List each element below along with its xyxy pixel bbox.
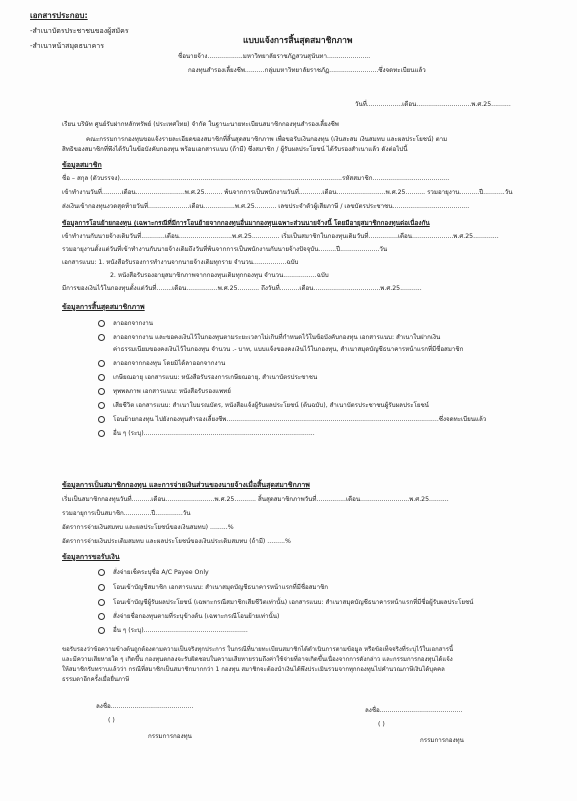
termination-option-radio[interactable]	[98, 374, 105, 381]
contribution-line: อัตราการจ่ายเงินสมทบ และผลประโยชน์ของเงินสมทบ) .........%	[62, 524, 234, 531]
member-name-line: ชื่อ – สกุล (ตัวบรรจง).................................................................................................................รหัสสมาชิก.......................................	[62, 175, 450, 182]
payment-option-label: โอนเข้าบัญชีผู้รับผลประโยชน์ (เฉพาะกรณีสมาชิกเสียชีวิตเท่านั้น) เอกสารแนบ: สำเนาสมุดบัญชีธนาคารหน้าแรกที่มีชื่อผู้รับผลประโยชน์	[113, 599, 474, 606]
termination-heading: ข้อมูลการสิ้นสุดสมาชิกภาพ	[62, 303, 145, 311]
transfer-line: 2. หนังสือรับรองอายุสมาชิกภาพจากกองทุนเดิมทุกกองทุน จำนวน.................ฉบับ	[110, 272, 329, 279]
transfer-line: รวมอายุงานตั้งแต่วันที่เข้าทำงานกับนายจ้างเดิมถึงวันที่พ้นจากการเป็นพนักงานกับนายจ้างปัจจุบัน.........ปี....................วัน	[62, 246, 388, 253]
signature-name-parens: ( )	[378, 721, 385, 728]
certification-text: ให้สมาชิกรับทราบแล้วว่า กรณีที่สมาชิกเป็นสมาชิกมากกว่า 1 กองทุน สมาชิกจะต้องนำเงินได้พึงประเมินรวมจากทุกกองทุนไปคำนวณภาษีเงินได้บุคคล	[62, 666, 445, 673]
form-title: แบบแจ้งการสิ้นสุดสมาชิกภาพ	[243, 36, 353, 46]
addressee: เรียน บริษัท ศูนย์รับฝากหลักทรัพย์ (ประเทศไทย) จำกัด ในฐานะนายทะเบียนสมาชิกกองทุนสำรองเลี้ยงชีพ	[62, 121, 339, 128]
certification-text: ขอรับรองว่าข้อความข้างต้นถูกต้องตามความเป็นจริงทุกประการ ในกรณีที่นายทะเบียนสมาชิกได้ดำเนินการตามข้อมูล หรือข้อเท็จจริงที่ระบุไว้ในเอกสารนี้	[62, 646, 454, 653]
certification-text: และมีความเสียหายใด ๆ เกิดขึ้น กองทุนตกลงจะรับผิดชอบในความเสียหายรวมถึงค่าใช้จ่ายที่อาจเกิดขึ้นเนื่องจากการดังกล่าว และกรรมการกองทุนได้แจ้ง	[62, 656, 453, 663]
transfer-line: เข้าทำงานกับนายจ้างเดิมวันที่............เดือน...........................พ.ศ.25.............. เริ่มเป็นสมาชิกในกองทุนเดิมวันที่...............เดือน.....................พ.ศ.25.............	[62, 233, 499, 240]
contribution-line: เริ่มเป็นสมาชิกกองทุนวันที่..........เดือน.........................พ.ศ.25........... สิ้นสุดสมาชิกภาพวันที่...............เดือน.........................พ.ศ.25..........	[62, 496, 449, 503]
termination-option-label: เสียชีวิต เอกสารแนบ: สำเนาใบมรณบัตร, หนังสือแจ้งผู้รับผลประโยชน์ (ต้นฉบับ), สำเนาบัตรประชาชนผู้รับผลประโยชน์	[113, 402, 429, 409]
intro-text: สิทธิของสมาชิกที่พึงได้รับในข้อบังคับกองทุน พร้อมเอกสารแนบ (ถ้ามี) ซึ่งสมาชิก / ผู้รับผลประโยชน์ ได้รับรองสำเนาแล้ว ดังต่อไปนี้	[62, 146, 408, 153]
termination-option-radio[interactable]	[98, 402, 105, 409]
contribution-line: อัตราการจ่ายเงินประเดิมสมทบ และผลประโยชน์ของเงินประเดิมสมทบ (ถ้ามี) .........%	[62, 538, 291, 545]
payment-option-radio[interactable]	[98, 569, 105, 576]
payment-option-radio[interactable]	[98, 613, 105, 620]
termination-option-radio[interactable]	[98, 334, 105, 341]
member-last-payment-line: ส่งเงินเข้ากองทุนงวดสุดท้ายวันที่.....................เดือน................พ.ศ.25........... เลขประจำตัวผู้เสียภาษี / เลขบัตรประชาชน.......................................	[62, 203, 470, 210]
signature-role: กรรมการกองทุน	[148, 733, 192, 740]
payment-option-radio[interactable]	[98, 627, 105, 634]
fund-line: กองทุนสำรองเลี้ยงชีพ..........กลุ่มมหาวิทยาลัยราชภัฏ.........................ซึ่งจดทะเบียนแล้ว	[188, 67, 426, 74]
contribution-heading: ข้อมูลการเป็นสมาชิกกองทุน และการจ่ายเงินส่วนของนายจ้างเมื่อสิ้นสุดสมาชิกภาพ	[62, 481, 310, 489]
date-line: วันที่..................เดือน............................พ.ศ.25..........	[355, 101, 511, 108]
transfer-line: มีการของเงินไว้ในกองทุนตั้งแต่วันที่........เดือน................พ.ศ.25........... ถึงวันที่..........เดือน..................................พ.ศ.25...........	[62, 285, 422, 292]
termination-option-label: เกษียณอายุ เอกสารแนบ: หนังสือรับรองการเกษียณอายุ, สำเนาบัตรประชาชน	[113, 374, 318, 381]
termination-option-label: ลาออกจากงาน และขอคงเงินไว้ในกองทุนตามระยะเวลาไม่เกินที่กำหนดไว้ในข้อบังคับกองทุน เอกสารแนบ: สำเนาใบฝากเงิน	[113, 334, 441, 341]
termination-option-label: ลาออกจากงาน	[113, 320, 154, 327]
signature-line[interactable]: ลงชื่อ..........................................	[365, 707, 463, 714]
intro-text: คณะกรรมการกองทุนขอแจ้งรายละเอียดของสมาชิกที่สิ้นสุดสมาชิกภาพ เพื่อขอรับเงินกองทุน (เงินสะสม เงินสมทบ และผลประโยชน์) ตาม	[86, 136, 448, 143]
attachment-item: -สำเนาหน้าสมุดธนาคาร	[30, 42, 104, 50]
termination-option-radio[interactable]	[98, 430, 105, 437]
transfer-line: เอกสารแนบ: 1. หนังสือรับรองการทำงานจากนายจ้างเดิมทุกราย จำนวน.................ฉบับ	[62, 259, 299, 266]
signature-role: กรรมการกองทุน	[420, 737, 464, 744]
payment-option-radio[interactable]	[98, 599, 105, 606]
transfer-heading: ข้อมูลการโอนย้ายกองทุน (เฉพาะกรณีที่มีการโอนย้ายจากกองทุนอื่นมากองทุนเฉพาะส่วนนายจ้างนี้ โดยมีอายุสมาชิกกองทุนต่อเนื่องกัน	[62, 219, 430, 227]
termination-option-radio[interactable]	[98, 388, 105, 395]
signature-line[interactable]: ลงชื่อ..........................................	[96, 703, 194, 710]
signature-name-parens: ( )	[108, 717, 115, 724]
payment-option-label: สั่งจ่ายชื่อกองทุนตามที่ระบุข้างต้น (เฉพาะกรณีโอนย้ายเท่านั้น)	[113, 613, 280, 620]
member-info-heading: ข้อมูลสมาชิก	[62, 161, 102, 169]
attachments-heading: เอกสารประกอบ:	[30, 11, 88, 20]
attachment-item: -สำเนาบัตรประชาชนของผู้สมัคร	[30, 27, 129, 35]
payment-heading: ข้อมูลการขอรับเงิน	[62, 553, 120, 561]
termination-option-label: โอนย้ายกองทุน ไปยังกองทุนสำรองเลี้ยงชีพ............................................................................................................ซึ่งจดทะเบียนแล้ว	[113, 416, 487, 423]
termination-option-radio[interactable]	[98, 360, 105, 367]
employer-line: ชื่อนายจ้าง..................มหาวิทยาลัยราชภัฏสวนสุนันทา......................	[178, 53, 371, 60]
member-employment-line: เข้าทำงานวันที่..........เดือน.........................พ.ศ.25......... พ้นจากการเป็นพนักงานวันที่............เดือน.........................พ.ศ.25.......... รวมอายุงาน..........ปี...........วัน	[62, 189, 513, 196]
termination-option-label: ลาออกจากกองทุน โดยมิได้ลาออกจากงาน	[113, 360, 226, 367]
payment-option-radio[interactable]	[98, 584, 105, 591]
termination-option-label: ทุพพลภาพ เอกสารแนบ: หนังสือรับรองแพทย์	[113, 388, 231, 395]
termination-option-label: ค่าธรรมเนียมของคงเงินไว้ในกองทุน จำนวน .- บาท, แบบแจ้งของคงเงินไว้ในกองทุน, สำเนาสมุดบัญชีธนาคารหน้าแรกที่มีชื่อสมาชิก	[113, 346, 464, 353]
termination-option-radio[interactable]	[98, 320, 105, 327]
contribution-line: รวมอายุการเป็นสมาชิก..............ปี..............วัน	[62, 510, 191, 517]
certification-text: ธรรมดาอีกครั้งเมื่อยื่นภาษี	[62, 676, 130, 683]
payment-option-label: อื่น ๆ (ระบุ).....................................................	[113, 627, 248, 634]
payment-option-label: สั่งจ่ายเช็คระบุชื่อ A/C Payee Only	[113, 569, 209, 576]
termination-option-label: อื่น ๆ (ระบุ).......................................................................................	[113, 430, 315, 437]
termination-option-radio[interactable]	[98, 416, 105, 423]
payment-option-label: โอนเข้าบัญชีสมาชิก เอกสารแนบ: สำเนาสมุดบัญชีธนาคารหน้าแรกที่มีชื่อสมาชิก	[113, 584, 329, 591]
